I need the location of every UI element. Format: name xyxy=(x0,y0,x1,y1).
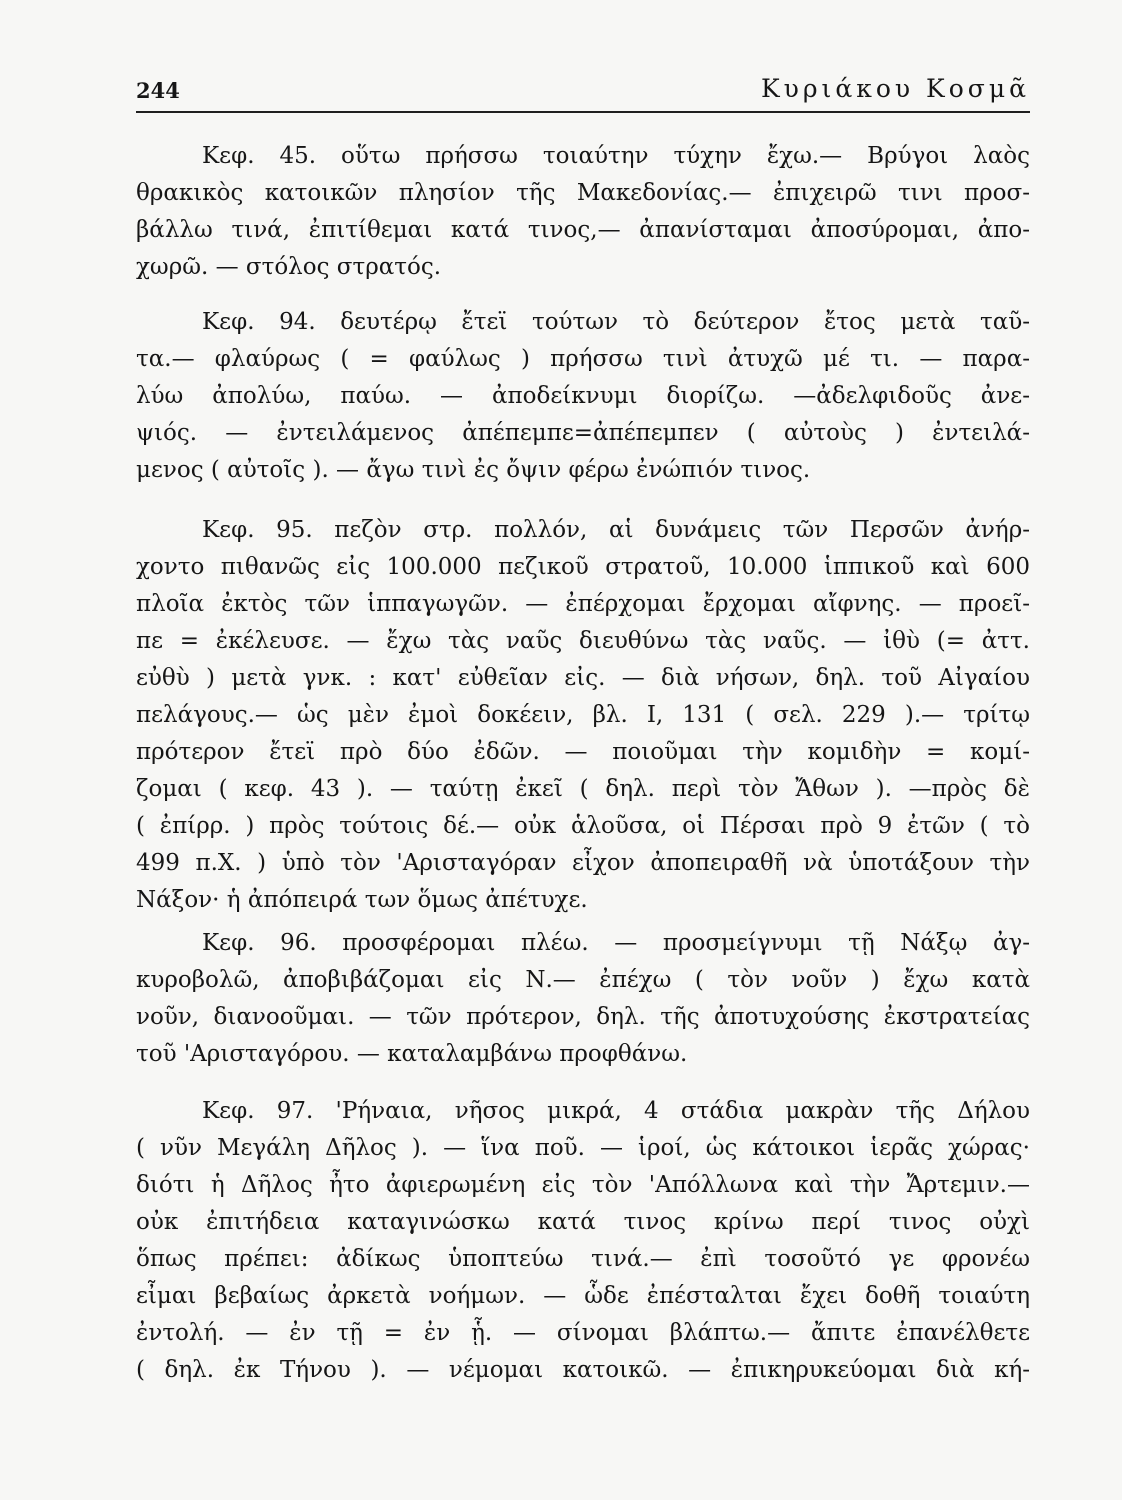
text-line: ὅπως πρέπει: ἀδίκως ὑποπτεύω τινά.— ἐπὶ τοσοῦτό γε φρονέω xyxy=(136,1246,1030,1272)
paragraph-chapter-94 xyxy=(136,304,1030,489)
paragraph-chapter-95 xyxy=(136,512,1030,919)
text-line: τα.— φλαύρως ( = φαύλως ) πρήσσω τινὶ ἀτυχῶ μέ τι. — παρα- xyxy=(136,346,1030,372)
text-line: ( δηλ. ἐκ Τήνου ). — νέμομαι κατοικῶ. — ἐπικηρυκεύομαι διὰ κή- xyxy=(136,1357,1030,1383)
text-line: ἐντολή. — ἐν τῇ = ἐν ᾗ. — σίνομαι βλάπτω.— ἄπιτε ἐπανέλθετε xyxy=(136,1320,1030,1346)
text-line: Κεφ. 95. πεζὸν στρ. πολλόν, αἱ δυνάμεις τῶν Περσῶν ἀνήρ- xyxy=(202,517,1030,543)
text-line: διότι ἡ Δῆλος ἦτο ἀφιερωμένη εἰς τὸν 'Απόλλωνα καὶ τὴν Ἄρτεμιν.— xyxy=(136,1172,1030,1198)
text-line: 499 π.Χ. ) ὑπὸ τὸν 'Αρισταγόραν εἶχον ἀποπειραθῆ νὰ ὑποτάξουν τὴν xyxy=(136,850,1030,876)
text-line: νοῦν, διανοοῦμαι. — τῶν πρότερον, δηλ. τῆς ἀποτυχούσης ἐκστρατείας xyxy=(136,1004,1030,1030)
text-line: Κεφ. 45. οὕτω πρήσσω τοιαύτην τύχην ἔχω.— Βρύγοι λαὸς xyxy=(202,143,1030,169)
text-line: εὐθὺ ) μετὰ γνκ. : κατ' εὐθεῖαν εἰς. — διὰ νήσων, δηλ. τοῦ Αἰγαίου xyxy=(136,665,1030,691)
text-line: κυροβολῶ, ἀποβιβάζομαι εἰς Ν.— ἐπέχω ( τὸν νοῦν ) ἔχω κατὰ xyxy=(136,967,1030,993)
text-line: πλοῖα ἐκτὸς τῶν ἱππαγωγῶν. — ἐπέρχομαι ἔρχομαι αἴφνης. — προεῖ- xyxy=(136,591,1030,617)
text-line: θρακικὸς κατοικῶν πλησίον τῆς Μακεδονίας.— ἐπιχειρῶ τινι προσ- xyxy=(136,180,1030,206)
text-line: βάλλω τινά, ἐπιτίθεμαι κατά τινος,— ἀπανίσταμαι ἀποσύρομαι, ἀπο- xyxy=(136,217,1030,243)
text-line: οὐκ ἐπιτήδεια καταγινώσκω κατά τινος κρίνω περί τινος οὐχὶ xyxy=(136,1209,1030,1235)
text-line: πρότερον ἔτεϊ πρὸ δύο ἐδῶν. — ποιοῦμαι τὴν κομιδὴν = κομί- xyxy=(136,739,1030,765)
text-line: Κεφ. 94. δευτέρῳ ἔτεϊ τούτων τὸ δεύτερον ἔτος μετὰ ταῦ- xyxy=(202,309,1030,335)
header-rule xyxy=(136,111,1030,113)
text-line: Κεφ. 96. προσφέρομαι πλέω. — προσμείγνυμι τῇ Νάξῳ ἀγ- xyxy=(202,930,1030,956)
text-line: ψιός. — ἐντειλάμενος ἀπέπεμπε=ἀπέπεμπεν ( αὐτοὺς ) ἐντειλά- xyxy=(136,420,1030,446)
text-line: χωρῶ. — στόλος στρατός. xyxy=(136,254,442,280)
text-line: χοντο πιθανῶς εἰς 100.000 πεζικοῦ στρατοῦ, 10.000 ἱππικοῦ καὶ 600 xyxy=(136,554,1030,580)
text-line: τοῦ 'Αρισταγόρου. — καταλαμβάνω προφθάνω. xyxy=(136,1041,688,1067)
text-line: Κεφ. 97. 'Ρήναια, νῆσος μικρά, 4 στάδια μακρὰν τῆς Δήλου xyxy=(202,1098,1030,1124)
text-line: ( ἐπίρρ. ) πρὸς τούτοις δέ.— οὐκ ἁλοῦσα, οἱ Πέρσαι πρὸ 9 ἐτῶν ( τὸ xyxy=(136,813,1030,839)
text-line: μενος ( αὐτοῖς ). — ἄγω τινὶ ἐς ὄψιν φέρω ἐνώπιόν τινος. xyxy=(136,457,811,483)
text-line: λύω ἀπολύω, παύω. — ἀποδείκνυμι διορίζω. —ἀδελφιδοῦς ἀνε- xyxy=(136,383,1030,409)
paragraph-chapter-96 xyxy=(136,925,1030,1073)
page-header xyxy=(136,70,1030,110)
text-line: πελάγους.— ὡς μὲν ἐμοὶ δοκέειν, βλ. I, 131 ( σελ. 229 ).— τρίτῳ xyxy=(136,702,1030,728)
paragraph-chapter-45 xyxy=(136,138,1030,286)
text-line: ( νῦν Μεγάλη Δῆλος ). — ἵνα ποῦ. — ἱροί, ὡς κάτοικοι ἱερᾶς χώρας· xyxy=(136,1135,1030,1161)
text-line: πε = ἐκέλευσε. — ἔχω τὰς ναῦς διευθύνω τὰς ναῦς. — ἰθὺ (= ἀττ. xyxy=(136,628,1030,654)
paragraph-chapter-97 xyxy=(136,1093,1030,1389)
text-line: εἶμαι βεβαίως ἀρκετὰ νοήμων. — ὧδε ἐπέσταλται ἔχει δοθῆ τοιαύτη xyxy=(136,1283,1030,1309)
running-head: Κυριάκου Κοσμᾶ xyxy=(760,74,1030,103)
text-line: ζομαι ( κεφ. 43 ). — ταύτῃ ἐκεῖ ( δηλ. περὶ τὸν Ἄθων ). —πρὸς δὲ xyxy=(136,776,1030,802)
text-line: Νάξον· ἡ ἀπόπειρά των ὅμως ἀπέτυχε. xyxy=(136,887,588,913)
page-number: 244 xyxy=(136,78,180,103)
